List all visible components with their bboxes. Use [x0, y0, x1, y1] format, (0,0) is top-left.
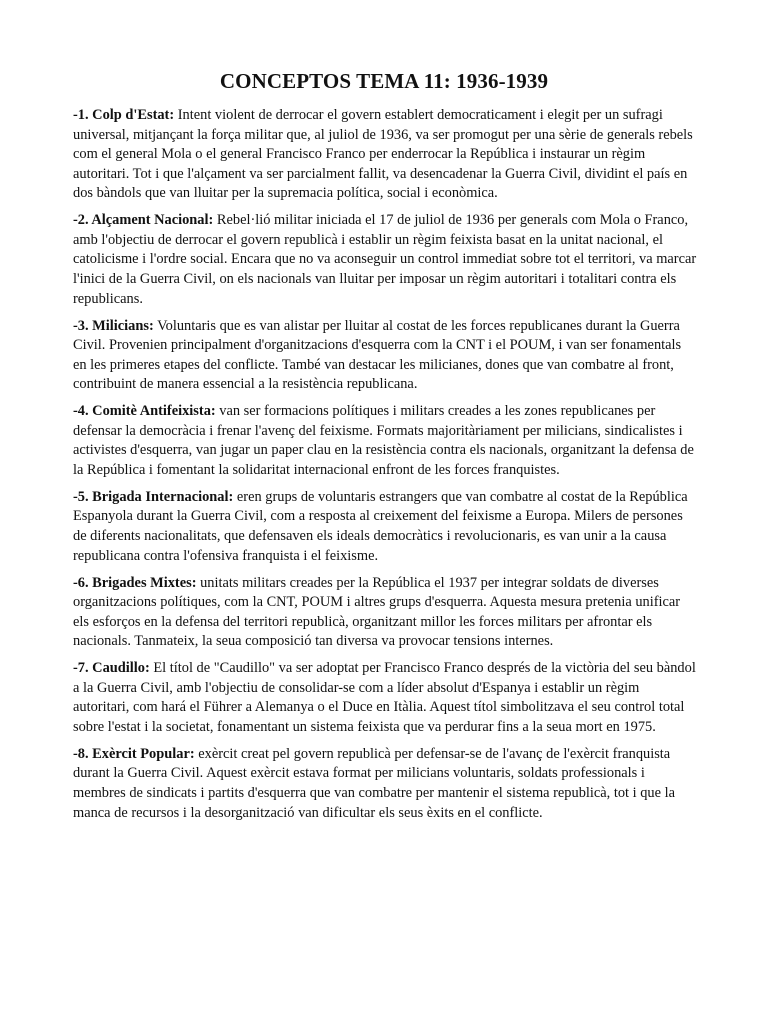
concept-definition: Rebel·lió militar iniciada el 17 de juliol de 1936 per generals com Mola o Franco, amb l'objectiu de derrocar el govern republicà i establir un règim feixista basat en la unitat nacional, el catolicisme i l'ordre social. Encara que no va aconseguir un control immediat sobre tot el territori, va marcar l'inici de la Guerra Civil, on els nacionals van lluitar per imposar un règim autoritari i totalitari contra els republicans. [73, 212, 697, 307]
concept-entry-6 [73, 574, 697, 652]
concept-term: -4. Comitè Antifeixista: [73, 403, 216, 420]
concept-term: -2. Alçament Nacional: [73, 212, 214, 229]
document-title: CONCEPTOS TEMA 11: 1936-1939 [219, 69, 549, 93]
concept-entry-8 [73, 745, 697, 823]
concept-term: -1. Colp d'Estat: [73, 107, 175, 123]
concept-definition: unitats militars creades per la República el 1937 per integrar soldats de diverses organitzacions polítiques, com la CNT, POUM i altres grups d'esquerra. Aquesta mesura pretenia unificar els esforços en la defensa del territori republicà, organitzant millor les forces militars per afrontar els nacionals. Tanmateix, la seua composició tan diversa va provocar tensions internes. [73, 574, 681, 650]
concept-definition: eren grups de voluntaris estrangers que van combatre al costat de la República Espanyola durant la Guerra Civil, com a resposta al creixement del feixisme a Europa. Milers de persones de diferents nacionalitats, que defensaven els ideals democràtics i revolucionaris, es van unir a la causa republicana contra l'ofensiva franquista i el feixisme. [73, 488, 688, 564]
concept-entry-2 [73, 211, 697, 309]
concept-definition: exèrcit creat pel govern republicà per defensar-se de l'avanç de l'exèrcit franquista durant la Guerra Civil. Aquest exèrcit estava format per milicians voluntaris, soldats professionals i membres de sindicats i partits d'esquerra que van combatre per mantenir el sistema republicà, tot i que la manca de recursos i la desorganització van dificultar els seus èxits en el conflicte. [73, 745, 675, 821]
concept-definition: El títol de "Caudillo" va ser adoptat per Francisco Franco després de la victòria del seu bàndol a la Guerra Civil, amb l'objectiu de consolidar-se com a líder absolut d'Espanya i establir un règim autoritari, com hará el Führer a Alemanya o el Duce en Itàlia. Aquest títol simbolitzava el seu control total sobre l'estat i la societat, fonamentant un sistema feixista que va perdurar fins a la seua mort en 1975. [73, 660, 696, 735]
concept-entry-3 [73, 317, 697, 395]
concept-definition: van ser formacions polítiques i militars creades a les zones republicanes per defensar la democràcia i frenar l'avenç del feixisme. Formats majoritàriament per milicians, sindicalistes i activistes d'esquerra, van jugar un paper clau en la resistència contra els nacionals, organitzant la defensa de la República i fomentant la solidaritat internacional enfront de les forces franquistes. [73, 403, 694, 478]
concept-term: -3. Milicians: [73, 317, 154, 334]
concept-entry-1 [73, 106, 697, 204]
concept-entry-7 [73, 659, 697, 737]
concept-term: -7. Caudillo: [73, 660, 150, 677]
document-body [73, 106, 697, 831]
concept-entry-4 [73, 402, 697, 480]
concept-term: -8. Exèrcit Popular: [73, 745, 195, 762]
concept-term: -6. Brigades Mixtes: [73, 574, 197, 591]
concept-entry-5 [73, 488, 697, 566]
concept-term: -5. Brigada Internacional: [73, 488, 234, 505]
concept-definition: Voluntaris que es van alistar per lluitar al costat de les forces republicanes durant la Guerra Civil. Provenien principalment d'organitzacions d'esquerra com la CNT i el POUM, i van ser fonamentals en les primeres etapes del conflicte. També van destacar les milicianes, dones que van combatre al front, contribuint de manera essencial a la resistència republicana. [73, 317, 682, 393]
concept-definition: Intent violent de derrocar el govern establert democraticament i elegit per un sufragi universal, mitjançant la força militar que, al juliol de 1936, va ser promogut per una sèrie de generals rebels com el general Mola o el general Francisco Franco per enderrocar la República i instaurar un règim autoritari. Tot i que l'alçament va ser parcialment fallit, va desencadenar la Guerra Civil, dividint el país en dos bàndols que van lluitar per la supremacia política, social i econòmica. [73, 107, 693, 202]
